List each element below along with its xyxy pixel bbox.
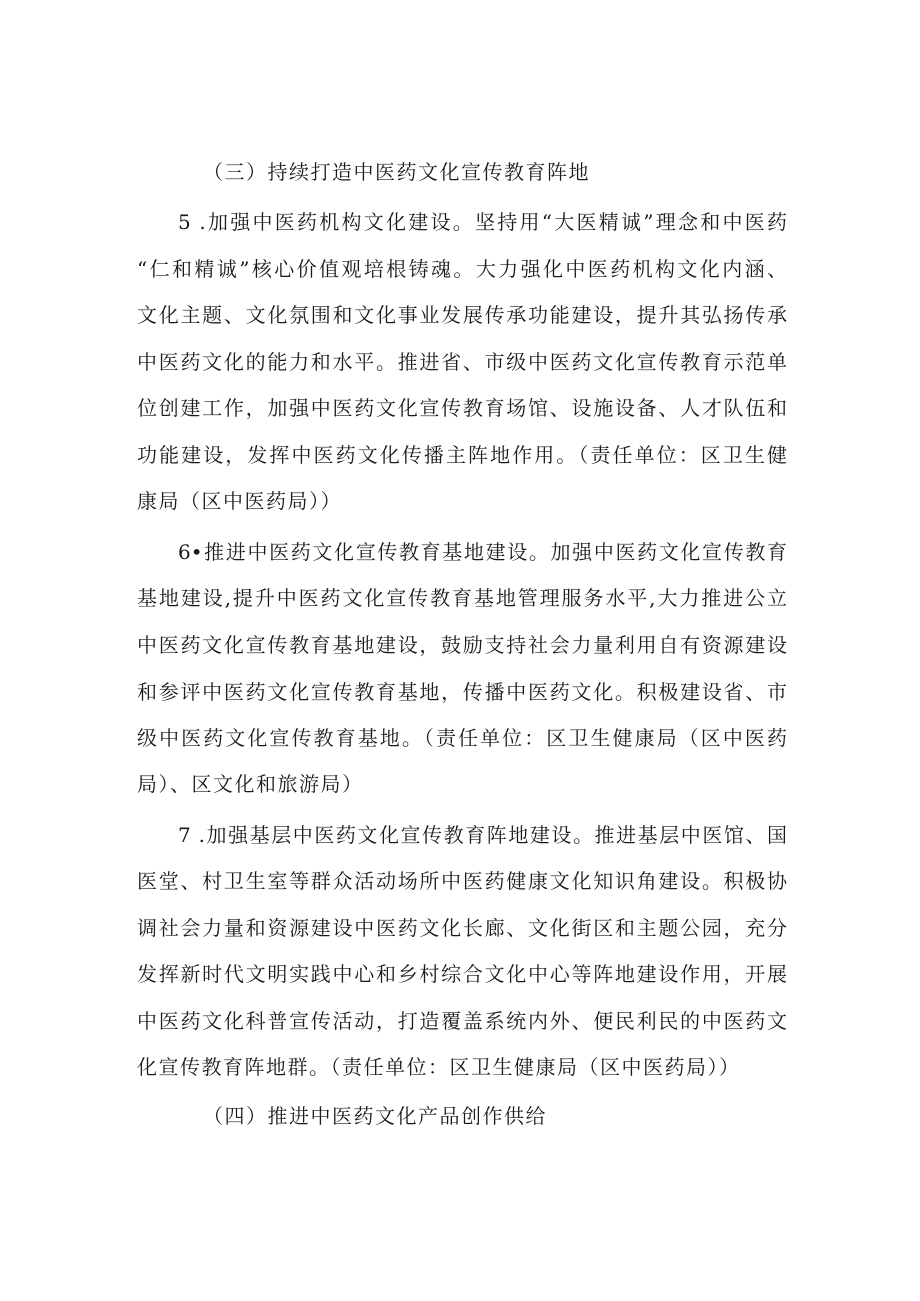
paragraph-line: 中医药文化的能力和水平。推进省、市级中医药文化宣传教育示范单 <box>137 350 787 374</box>
paragraph-line: 调社会力量和资源建设中医药文化长廊、文化街区和主题公园，充分 <box>137 916 787 940</box>
paragraph-line: 5 .加强中医药机构文化建设。坚持用“大医精诚”理念和中医药 <box>178 210 787 234</box>
paragraph-line: “仁和精诚”核心价值观培根铸魂。大力强化中医药机构文化内涵、 <box>137 257 787 281</box>
paragraph-line: 康局（区中医药局）） <box>137 489 342 513</box>
section-heading-3: （三）持续打造中医药文化宣传教育阵地 <box>203 160 590 184</box>
paragraph-line: 文化主题、文化氛围和文化事业发展传承功能建设，提升其弘扬传承 <box>137 303 787 327</box>
paragraph-line: 7 .加强基层中医药文化宣传教育阵地建设。推进基层中医馆、国 <box>178 823 787 847</box>
paragraph-line: 发挥新时代文明实践中心和乡村综合文化中心等阵地建设作用，开展 <box>137 962 787 986</box>
paragraph-line: 医堂、村卫生室等群众活动场所中医药健康文化知识角建设。积极协 <box>137 869 787 893</box>
section-heading-4: （四）推进中医药文化产品创作供给 <box>203 1104 547 1128</box>
paragraph-line: 和参评中医药文化宣传教育基地，传播中医药文化。积极建设省、市 <box>137 680 787 704</box>
paragraph-line: 6•推进中医药文化宣传教育基地建设。加强中医药文化宣传教育 <box>178 540 787 564</box>
paragraph-line: 化宣传教育阵地群。（责任单位：区卫生健康局（区中医药局）） <box>137 1055 741 1079</box>
paragraph-line: 功能建设，发挥中医药文化传播主阵地作用。（责任单位：区卫生健 <box>137 443 787 467</box>
paragraph-line: 基地建设,提升中医药文化宣传教育基地管理服务水平,大力推进公立 <box>137 586 787 610</box>
paragraph-line: 局）、区文化和旅游局） <box>137 772 364 796</box>
paragraph-line: 中医药文化宣传教育基地建设，鼓励支持社会力量利用自有资源建设 <box>137 633 787 657</box>
paragraph-line: 位创建工作，加强中医药文化宣传教育场馆、设施设备、人才队伍和 <box>137 396 787 420</box>
paragraph-line: 级中医药文化宣传教育基地。（责任单位：区卫生健康局（区中医药 <box>137 726 787 750</box>
paragraph-line: 中医药文化科普宣传活动，打造覆盖系统内外、便民利民的中医药文 <box>137 1009 787 1033</box>
